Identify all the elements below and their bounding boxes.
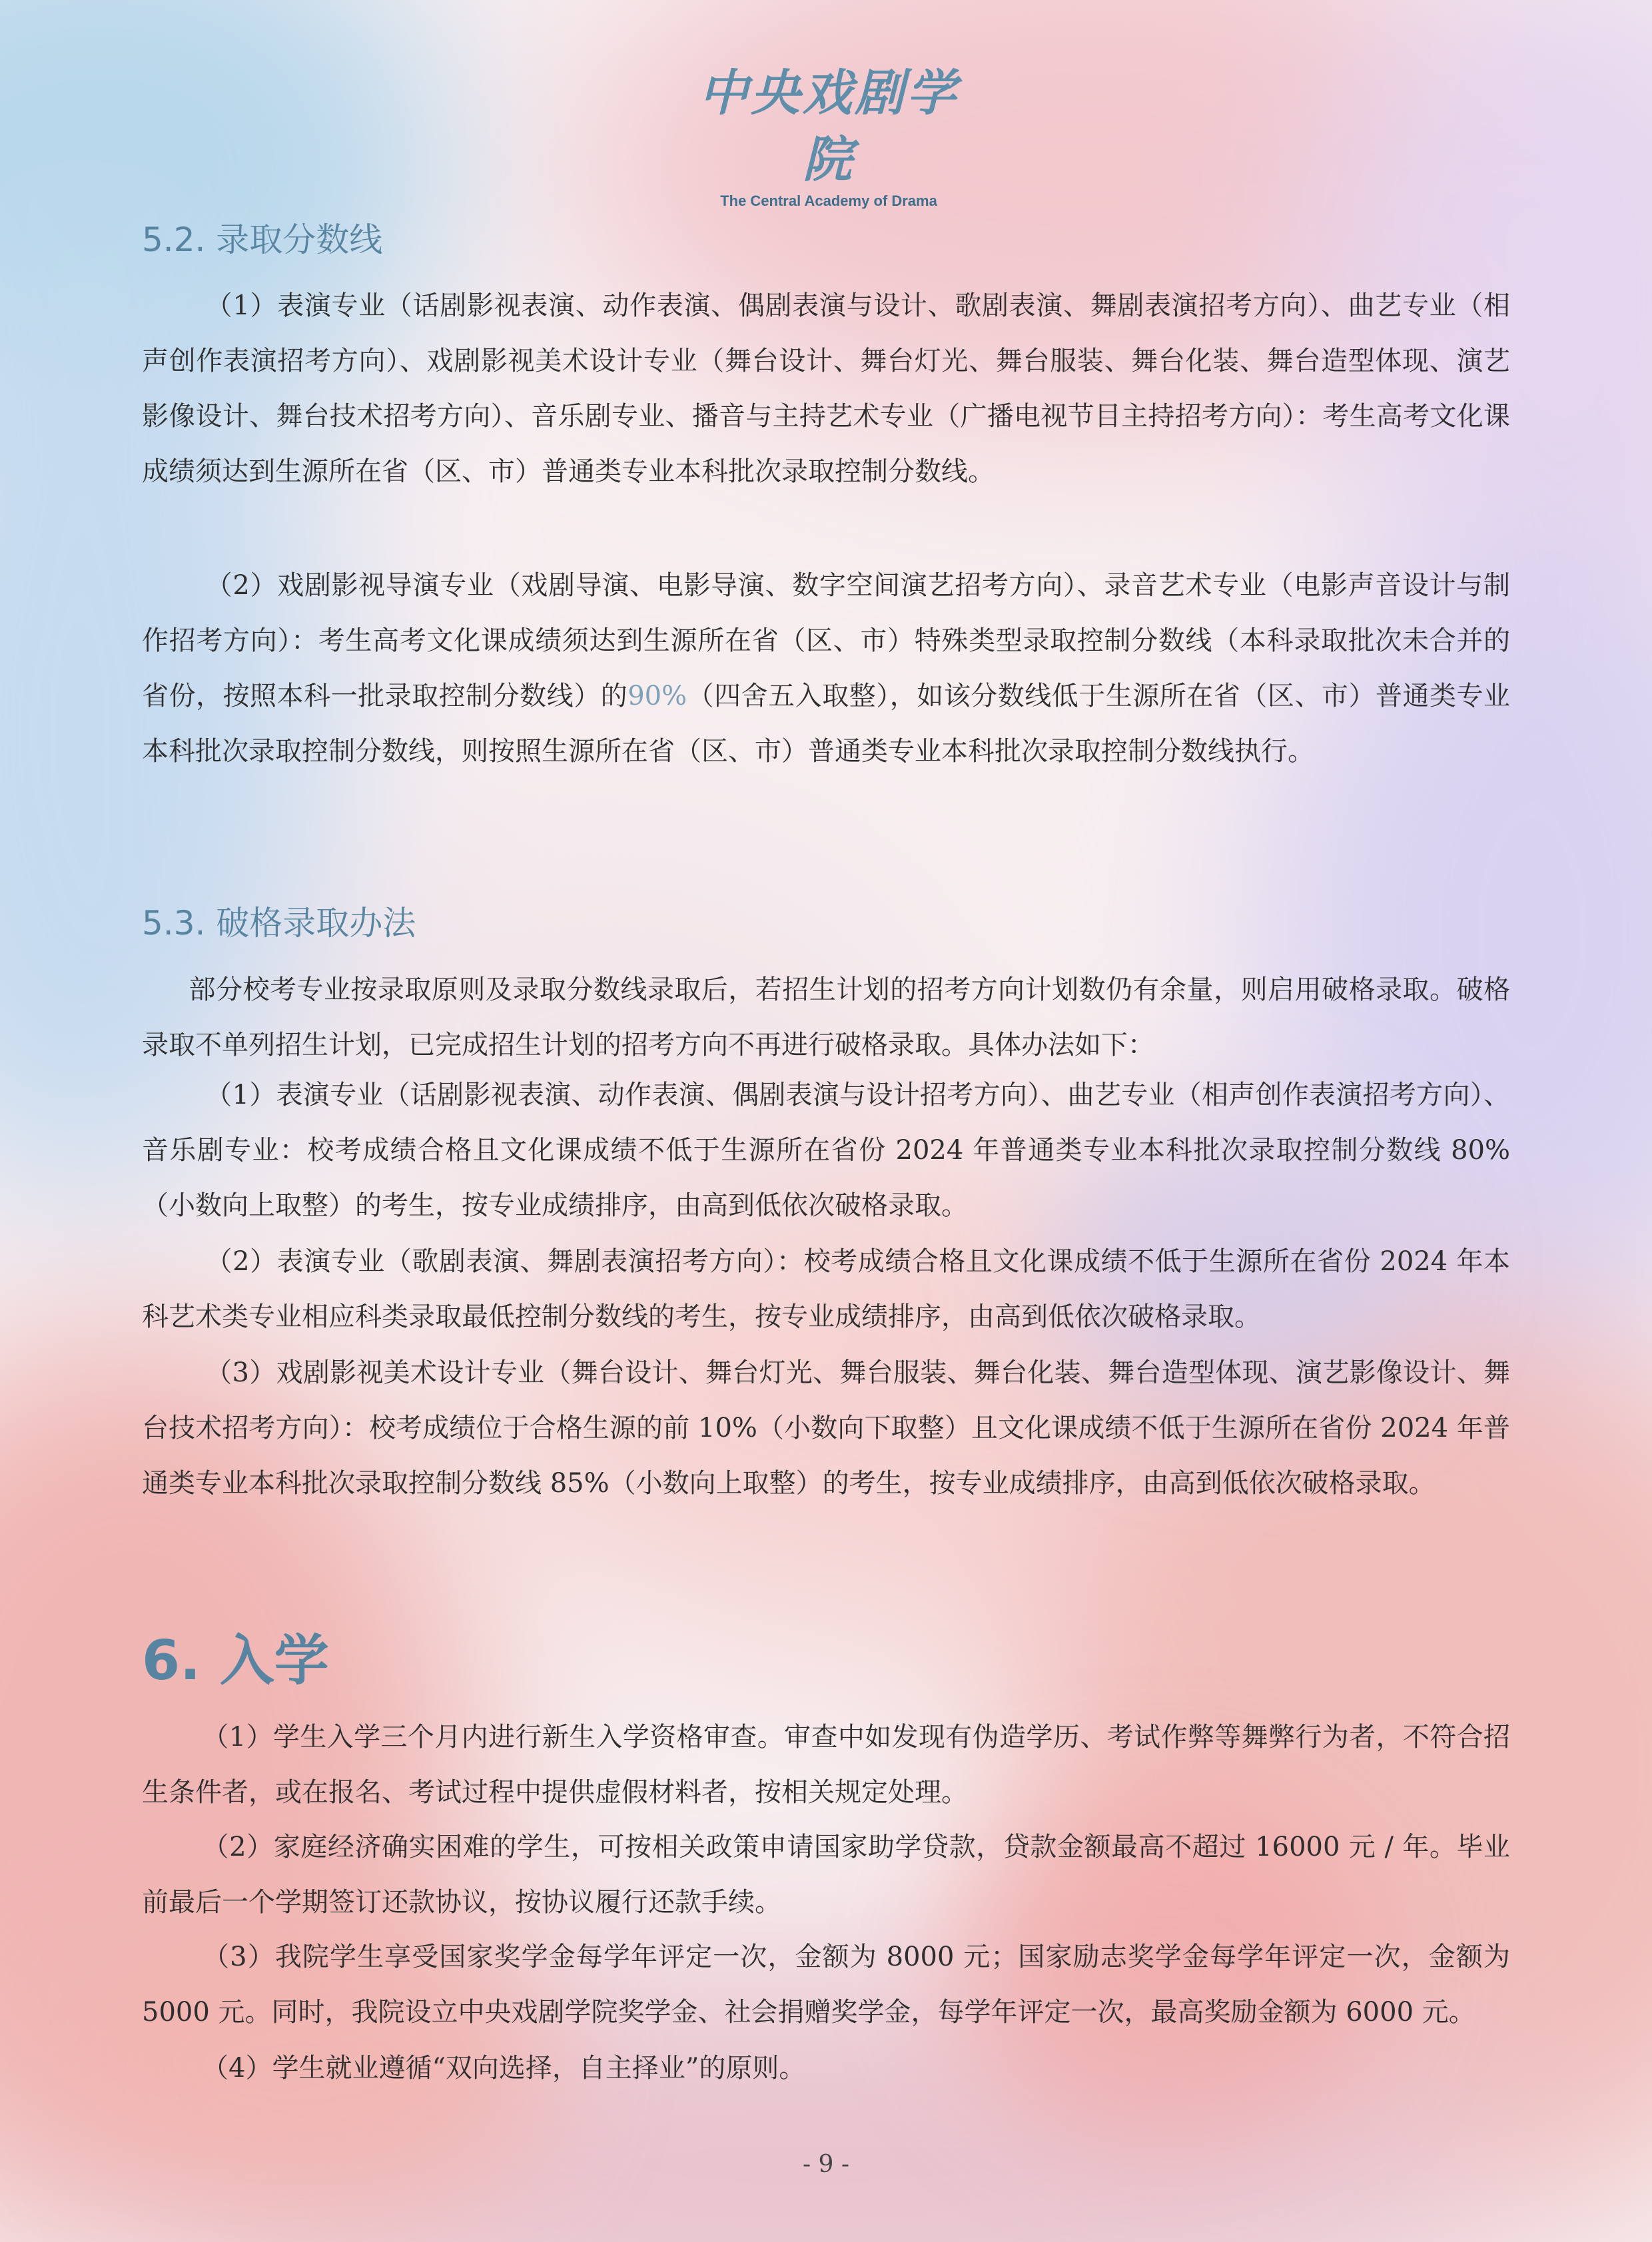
para-6-2: （2）家庭经济确实困难的学生，可按相关政策申请国家助学贷款，贷款金额最高不超过 16000 元 / 年。毕业前最后一个学期签订还款协议，按协议履行还款手续。 (142, 1832, 1510, 1918)
para-5-3-3: （3）戏剧影视美术设计专业（舞台设计、舞台灯光、舞台服装、舞台化装、舞台造型体现、演艺影像设计、舞台技术招考方向）：校考成绩位于合格生源的前 10%（小数向下取整）且文化课成绩不低于生源所在省份 2024 年普通类专业本科批次录取控制分数线 85%（小数向上取整）的考生，按专业成绩排序，由高到低依次破格录取。 (142, 1357, 1510, 1499)
page-number: - 9 - (802, 2151, 850, 2178)
para-5-2-2: （2）戏剧影视导演专业（戏剧导演、电影导演、数字空间演艺招考方向）、录音艺术专业（电影声音设计与制作招考方向）：考生高考文化课成绩须达到生源所在省（区、市）特殊类型录取控制分数线（本科录取批次未合并的省份，按照本科一批录取控制分数线）的90%（四舍五入取整），如该分数线低于生源所在省（区、市）普通类专业本科批次录取控制分数线，则按照生源所在省（区、市）普通类专业本科批次录取控制分数线执行。 (142, 570, 1510, 767)
heading-6: 6. 入学 (142, 1629, 329, 1692)
school-logo (695, 60, 962, 209)
para-6-1: （1）学生入学三个月内进行新生入学资格审查。审查中如发现有伪造学历、考试作弊等舞弊行为者，不符合招生条件者，或在报名、考试过程中提供虚假材料者，按相关规定处理。 (142, 1722, 1510, 1808)
para-5-3-1: （1）表演专业（话剧影视表演、动作表演、偶剧表演与设计招考方向）、曲艺专业（相声创作表演招考方向）、音乐剧专业：校考成绩合格且文化课成绩不低于生源所在省份 2024 年普通类专业本科批次录取控制分数线 80%（小数向上取整）的考生，按专业成绩排序，由高到低依次破格录取。 (142, 1080, 1510, 1221)
para-5-3-2: （2）表演专业（歌剧表演、舞剧表演招考方向）：校考成绩合格且文化课成绩不低于生源所在省份 2024 年本科艺术类专业相应科类录取最低控制分数线的考生，按专业成绩排序，由高到低依次破格录取。 (142, 1246, 1510, 1332)
heading-5-2: 5.2. 录取分数线 (142, 220, 383, 259)
logo-chinese: 中央戏剧学院 (699, 65, 959, 188)
para-6-3: （3）我院学生享受国家奖学金每学年评定一次，金额为 8000 元；国家励志奖学金每学年评定一次，金额为 5000 元。同时，我院设立中央戏剧学院奖学金、社会捐赠奖学金，每学年评定一次，最高奖励金额为 6000 元。 (142, 1942, 1510, 2028)
para-6-4: （4）学生就业遵循“双向选择，自主择业”的原则。 (202, 2053, 806, 2083)
para-5-3-intro: 部分校考专业按录取原则及录取分数线录取后，若招生计划的招考方向计划数仍有余量，则启用破格录取。破格录取不单列招生计划，已完成招生计划的招考方向不再进行破格录取。具体办法如下： (142, 974, 1510, 1060)
para-5-2-1: （1）表演专业（话剧影视表演、动作表演、偶剧表演与设计、歌剧表演、舞剧表演招考方向）、曲艺专业（相声创作表演招考方向）、戏剧影视美术设计专业（舞台设计、舞台灯光、舞台服装、舞台化装、舞台造型体现、演艺影像设计、舞台技术招考方向）、音乐剧专业、播音与主持艺术专业（广播电视节目主持招考方向）：考生高考文化课成绩须达到生源所在省（区、市）普通类专业本科批次录取控制分数线。 (142, 290, 1510, 487)
highlight-percent: 90% (627, 681, 687, 711)
heading-5-3: 5.3. 破格录取办法 (142, 904, 416, 942)
logo-english: The Central Academy of Drama (720, 192, 937, 209)
